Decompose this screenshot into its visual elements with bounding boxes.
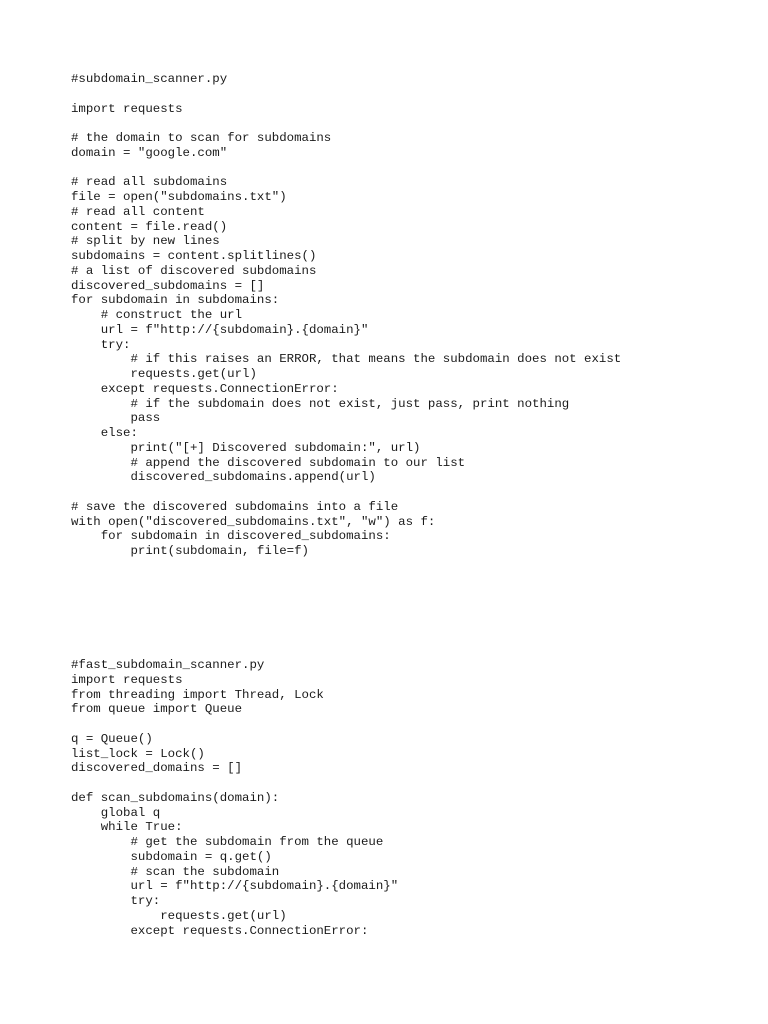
code-line: def scan_subdomains(domain):	[71, 790, 280, 805]
code-line	[71, 717, 398, 732]
code-line: except requests.ConnectionError:	[71, 923, 369, 938]
code-line: except requests.ConnectionError:	[71, 381, 339, 396]
code-line: content = file.read()	[71, 219, 228, 234]
code-line: try:	[71, 337, 131, 352]
code-line: with open("discovered_subdomains.txt", "w") as f:	[71, 514, 436, 529]
code-line: while True:	[71, 820, 183, 835]
code-line: print(subdomain, file=f)	[71, 544, 309, 558]
code-line: # read all subdomains	[71, 175, 228, 190]
code-line: domain = "google.com"	[71, 145, 228, 160]
code-block-fast-subdomain-scanner	[71, 658, 398, 938]
code-line: # a list of discovered subdomains	[71, 263, 317, 278]
code-line: print("[+] Discovered subdomain:", url)	[71, 440, 421, 455]
code-line: subdomains = content.splitlines()	[71, 249, 317, 263]
code-line: for subdomain in discovered_subdomains:	[71, 529, 391, 544]
code-line: #subdomain_scanner.py	[71, 72, 228, 86]
code-line: url = f"http://{subdomain}.{domain}"	[71, 322, 369, 337]
code-line: else:	[71, 426, 138, 440]
code-line	[71, 116, 621, 131]
code-line: discovered_subdomains.append(url)	[71, 470, 376, 485]
code-line: discovered_domains = []	[71, 761, 243, 776]
code-line: discovered_subdomains = []	[71, 278, 265, 293]
code-line: url = f"http://{subdomain}.{domain}"	[71, 879, 399, 894]
code-line: #fast_subdomain_scanner.py	[71, 658, 265, 672]
code-line	[71, 485, 621, 500]
code-line: pass	[71, 411, 161, 426]
code-line: subdomain = q.get()	[71, 849, 272, 864]
code-line: # append the discovered subdomain to our list	[71, 455, 466, 470]
code-line: global q	[71, 805, 161, 820]
code-line: # split by new lines	[71, 234, 220, 249]
code-line: # if the subdomain does not exist, just pass, print nothing	[71, 396, 570, 411]
code-line: from queue import Queue	[71, 702, 243, 717]
code-line: requests.get(url)	[71, 367, 257, 381]
code-line: requests.get(url)	[71, 908, 287, 923]
code-line	[71, 87, 621, 102]
code-line: file = open("subdomains.txt")	[71, 190, 287, 204]
code-line: # the domain to scan for subdomains	[71, 131, 332, 145]
code-line: q = Queue()	[71, 731, 153, 746]
code-line: # construct the url	[71, 308, 243, 322]
code-line	[71, 776, 398, 791]
code-line: for subdomain in subdomains:	[71, 293, 280, 308]
code-line: import requests	[71, 101, 183, 116]
code-line: # get the subdomain from the queue	[71, 835, 384, 849]
code-line: import requests	[71, 672, 183, 687]
code-line	[71, 161, 621, 176]
code-line: # save the discovered subdomains into a file	[71, 499, 399, 514]
code-line: from threading import Thread, Lock	[71, 687, 324, 702]
code-line: list_lock = Lock()	[71, 746, 205, 761]
code-block-subdomain-scanner	[71, 72, 621, 559]
code-line: try:	[71, 894, 161, 908]
code-line: # scan the subdomain	[71, 864, 280, 879]
code-line: # read all content	[71, 204, 205, 219]
code-line: # if this raises an ERROR, that means the subdomain does not exist	[71, 352, 622, 367]
